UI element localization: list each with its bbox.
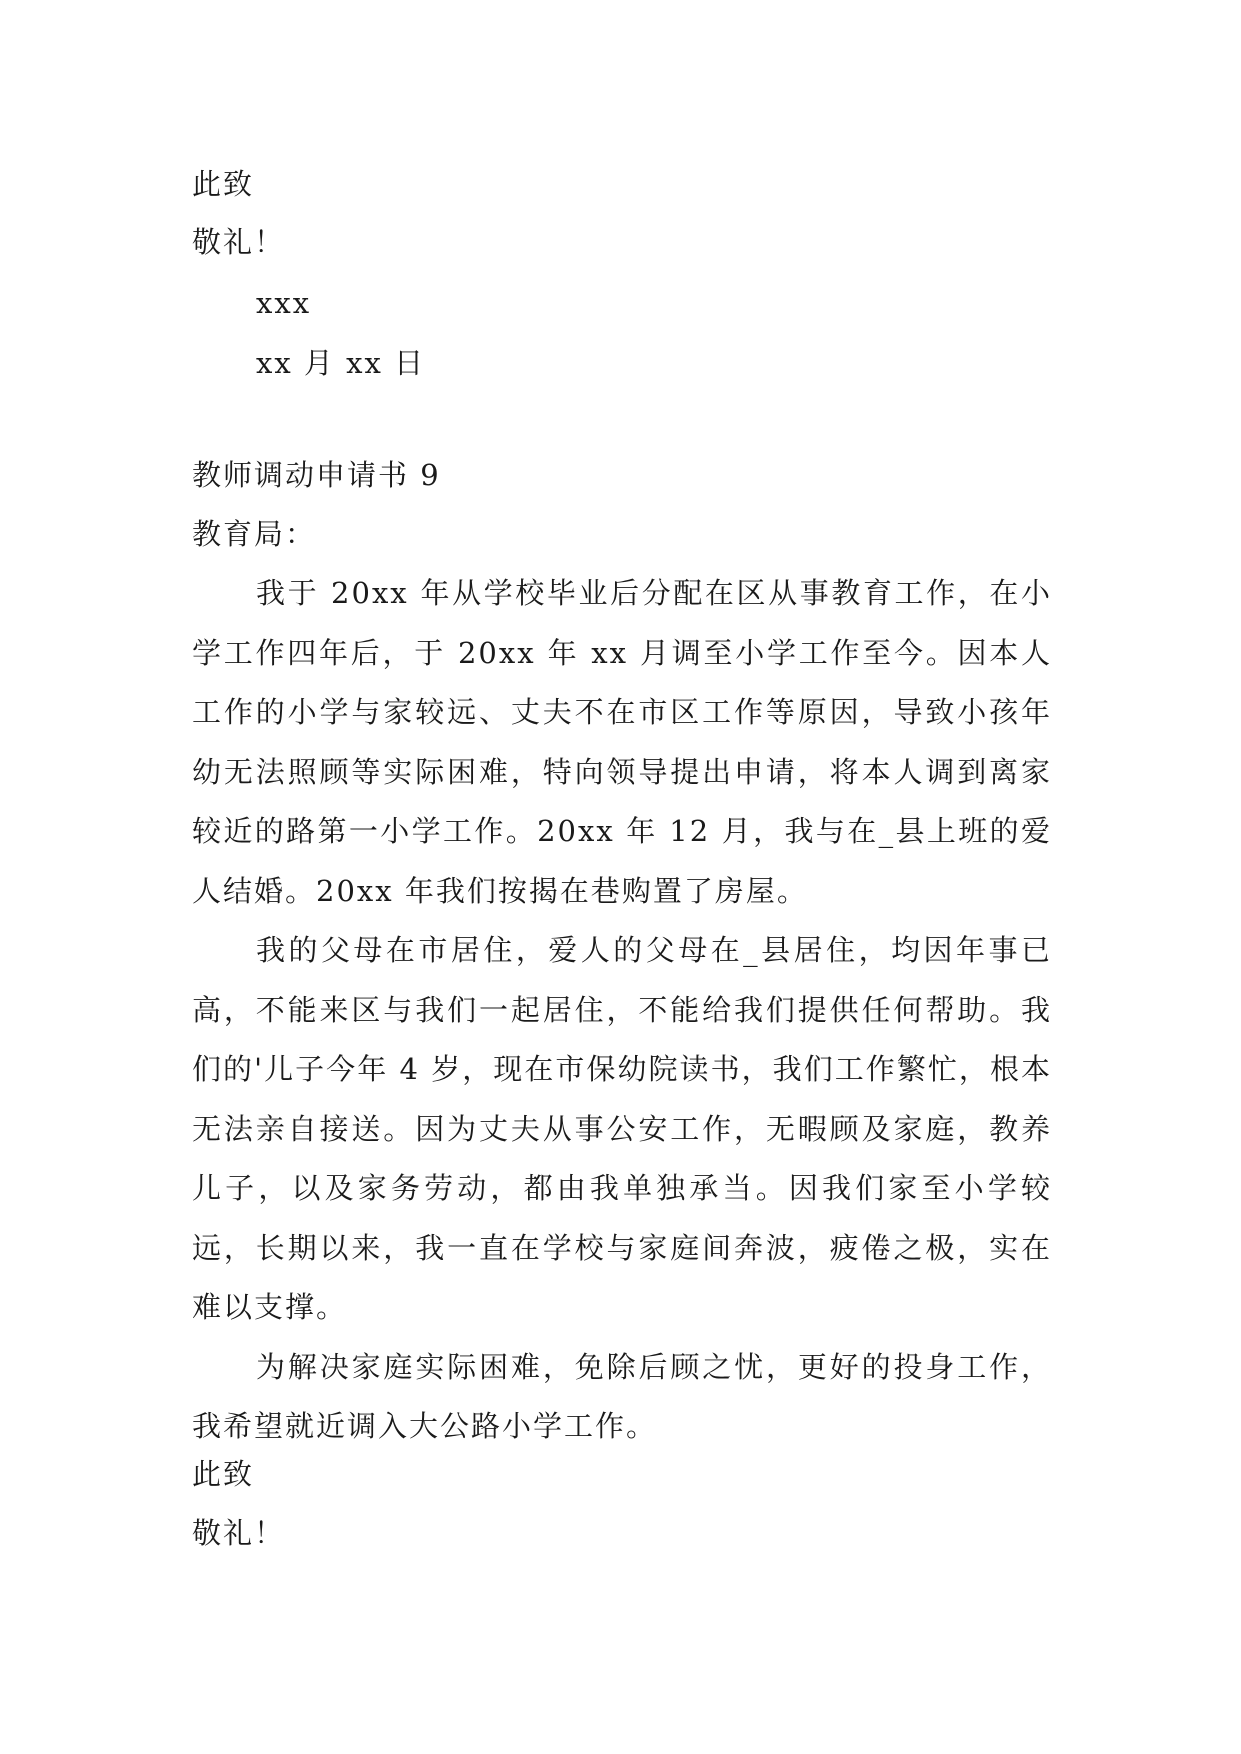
- letter-title: 教师调动申请书 9: [192, 458, 441, 492]
- body-paragraph: 我于 20xx 年从学校毕业后分配在区从事教育工作，在小学工作四年后，于 20xx 年 xx 月调至小学工作至今。因本人工作的小学与家较远、丈夫不在市区工作等原因，导致小孩年幼无法照顾等实际困难，特向领导提出申请，将本人调到离家较近的路第一小学工作。20xx 年 12 月，我与在_县上班的爱人结婚。20xx 年我们按揭在巷购置了房屋。: [192, 576, 1052, 908]
- closing-regards: 敬礼！: [192, 225, 286, 259]
- closing-salutation: 此致: [192, 167, 255, 201]
- letter-recipient: 教育局：: [192, 517, 317, 551]
- body-paragraph: 为解决家庭实际困难，免除后顾之忧，更好的投身工作，我希望就近调入大公路小学工作。: [192, 1349, 1052, 1443]
- letter-salutation: 此致: [192, 1457, 255, 1491]
- signature-date: xx 月 xx 日: [256, 346, 426, 380]
- letter-regards: 敬礼！: [192, 1516, 286, 1550]
- letter-body: [192, 564, 1052, 1457]
- signature-name: xxx: [256, 286, 312, 320]
- body-paragraph: 我的父母在市居住，爱人的父母在_县居住，均因年事已高，不能来区与我们一起居住，不能给我们提供任何帮助。我们的'儿子今年 4 岁，现在市保幼院读书，我们工作繁忙，根本无法亲自接送。因为丈夫从事公安工作，无暇顾及家庭，教养儿子，以及家务劳动，都由我单独承当。因我们家至小学较远，长期以来，我一直在学校与家庭间奔波，疲倦之极，实在难以支撑。: [192, 933, 1052, 1324]
